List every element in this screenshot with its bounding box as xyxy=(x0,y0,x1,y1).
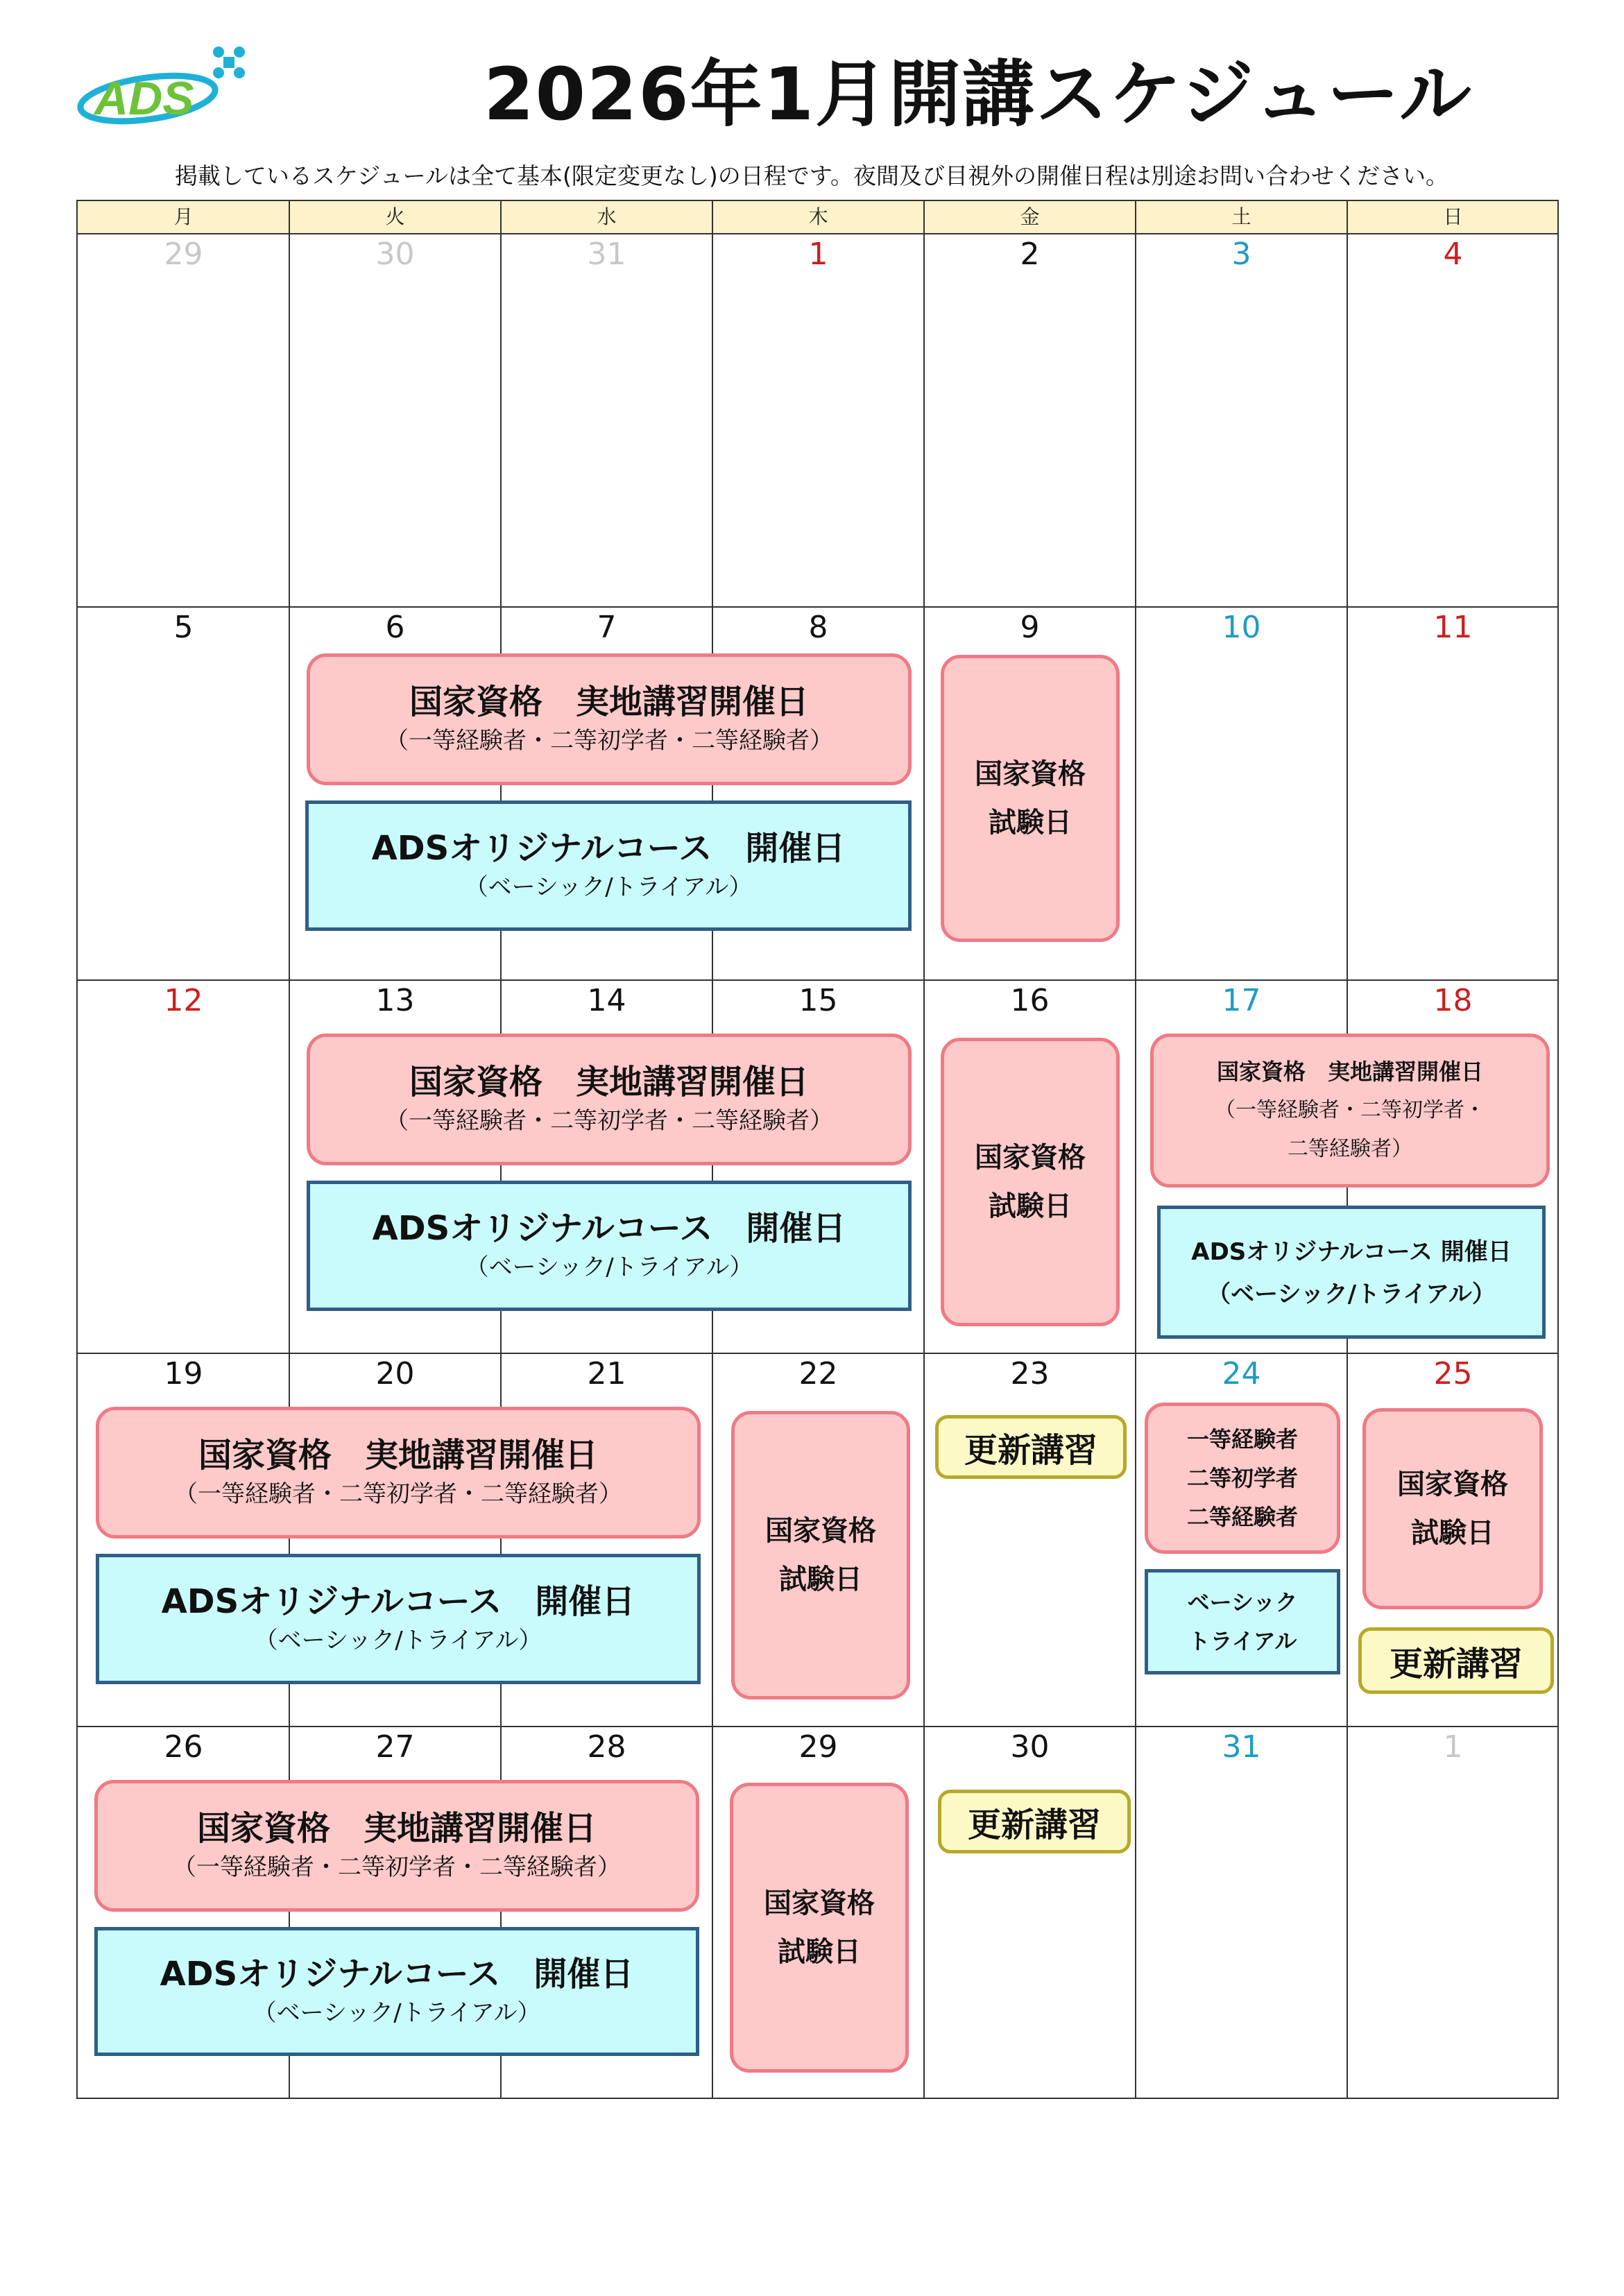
event-exam-day[interactable] xyxy=(731,1411,910,1699)
day-number: 26 xyxy=(164,1729,203,1765)
day-number: 29 xyxy=(164,237,203,272)
event-line: 試験日 xyxy=(989,1190,1072,1222)
day-number: 4 xyxy=(1443,237,1463,272)
event-title: ADSオリジナルコース 開催日 xyxy=(372,1209,846,1248)
event-ads-course[interactable] xyxy=(1157,1206,1546,1339)
event-title: 国家資格 実地講習開催日 xyxy=(198,1436,598,1475)
event-practical-categories[interactable] xyxy=(1145,1403,1340,1554)
event-title: 更新講習 xyxy=(964,1430,1097,1470)
day-number: 24 xyxy=(1222,1356,1261,1391)
event-ads-course[interactable] xyxy=(305,800,912,931)
day-number: 16 xyxy=(1010,983,1050,1018)
event-renewal-course[interactable] xyxy=(935,1415,1127,1479)
day-number: 27 xyxy=(375,1729,415,1765)
day-number: 7 xyxy=(597,610,617,645)
grid-line xyxy=(923,201,925,2098)
day-number: 18 xyxy=(1433,983,1473,1018)
day-number: 5 xyxy=(173,610,194,645)
event-subtitle: （一等経験者・二等初学者・ xyxy=(1215,1098,1485,1122)
event-subtitle: （一等経験者・二等初学者・二等経験者） xyxy=(385,727,833,755)
event-subtitle: （ベーシック/トライアル） xyxy=(253,1999,541,2027)
day-number: 25 xyxy=(1433,1356,1473,1391)
ads-logo xyxy=(75,42,248,132)
grid-line xyxy=(78,1353,1557,1354)
event-exam-day[interactable] xyxy=(1362,1408,1543,1609)
weekday-fri: 金 xyxy=(1020,205,1040,228)
day-number: 10 xyxy=(1222,610,1261,645)
event-line: 二等経験者 xyxy=(1186,1504,1298,1530)
event-ads-course-types[interactable] xyxy=(1145,1569,1340,1674)
event-title: 国家資格 実地講習開催日 xyxy=(409,683,809,721)
event-line: トライアル xyxy=(1188,1628,1297,1654)
day-number: 12 xyxy=(164,983,203,1018)
day-number: 29 xyxy=(798,1729,838,1765)
event-line: 国家資格 xyxy=(765,1515,876,1547)
day-number: 1 xyxy=(1443,1729,1463,1765)
day-number: 13 xyxy=(375,983,415,1018)
day-number: 30 xyxy=(1010,1729,1050,1765)
event-practical-training[interactable] xyxy=(307,1034,912,1165)
day-number: 14 xyxy=(587,983,626,1018)
event-line: 国家資格 xyxy=(1397,1468,1508,1500)
day-number: 1 xyxy=(808,237,828,272)
day-number: 30 xyxy=(375,237,415,272)
event-practical-training[interactable] xyxy=(96,1407,701,1539)
calendar-grid xyxy=(76,200,1559,2099)
event-line: 国家資格 xyxy=(975,1142,1086,1174)
event-subtitle: （ベーシック/トライアル） xyxy=(464,873,753,901)
event-title: 国家資格 実地講習開催日 xyxy=(409,1063,809,1102)
weekday-mon: 月 xyxy=(173,205,194,228)
event-title: 国家資格 実地講習開催日 xyxy=(1216,1059,1483,1085)
event-ads-course[interactable] xyxy=(96,1554,701,1684)
event-exam-day[interactable] xyxy=(730,1783,909,2073)
event-subtitle: （ベーシック/トライアル） xyxy=(465,1253,753,1281)
event-ads-course[interactable] xyxy=(307,1181,912,1311)
day-number: 23 xyxy=(1010,1356,1050,1391)
day-number: 3 xyxy=(1231,237,1251,272)
day-number: 20 xyxy=(375,1356,415,1391)
event-practical-training[interactable] xyxy=(1150,1034,1550,1188)
grid-line xyxy=(1135,201,1136,2098)
day-number: 8 xyxy=(808,610,828,645)
event-title: 国家資格 実地講習開催日 xyxy=(196,1809,597,1848)
event-subtitle: 二等経験者） xyxy=(1288,1137,1412,1161)
event-line: 試験日 xyxy=(778,1936,861,1968)
event-line: 二等初学者 xyxy=(1186,1465,1298,1491)
event-subtitle: （ベーシック/トライアル） xyxy=(254,1627,542,1654)
weekday-wed: 水 xyxy=(597,205,617,228)
event-line: 試験日 xyxy=(779,1563,862,1595)
event-line: ベーシック xyxy=(1187,1589,1298,1616)
grid-line xyxy=(78,979,1557,981)
weekday-thu: 木 xyxy=(808,205,828,228)
event-line: 試験日 xyxy=(1411,1517,1494,1549)
event-line: 一等経験者 xyxy=(1186,1426,1298,1453)
event-line: 国家資格 xyxy=(975,758,1086,790)
weekday-tue: 火 xyxy=(385,205,405,228)
day-number: 17 xyxy=(1222,983,1261,1018)
day-number: 31 xyxy=(1222,1729,1261,1765)
weekday-sun: 日 xyxy=(1443,205,1463,228)
day-number: 11 xyxy=(1433,610,1473,645)
event-title: ADSオリジナルコース 開催日 xyxy=(160,1955,634,1994)
day-number: 9 xyxy=(1020,610,1040,645)
event-title: 更新講習 xyxy=(967,1805,1101,1844)
page-subtitle: 掲載しているスケジュールは全て基本(限定変更なし)の日程です。夜間及び目視外の開催日程は別途お問い合わせください。 xyxy=(174,162,1449,189)
weekday-sat: 土 xyxy=(1231,205,1251,228)
event-practical-training[interactable] xyxy=(307,653,912,785)
day-number: 21 xyxy=(587,1356,626,1391)
page-title: 2026年1月開講スケジュール xyxy=(484,52,1473,137)
event-line: 試験日 xyxy=(989,807,1072,839)
event-renewal-course[interactable] xyxy=(1358,1627,1554,1694)
event-title: ADSオリジナルコース 開催日 xyxy=(161,1582,635,1621)
logo-text: ADS xyxy=(94,72,194,125)
event-ads-course[interactable] xyxy=(94,1927,699,2056)
event-line: 国家資格 xyxy=(764,1887,875,1919)
event-exam-day[interactable] xyxy=(941,1038,1120,1326)
event-subtitle: （一等経験者・二等初学者・二等経験者） xyxy=(385,1107,833,1135)
weekday-header xyxy=(78,201,1557,234)
day-number: 22 xyxy=(798,1356,838,1391)
day-number: 2 xyxy=(1020,237,1040,272)
event-exam-day[interactable] xyxy=(941,655,1120,942)
event-title: 更新講習 xyxy=(1389,1644,1523,1684)
day-number: 31 xyxy=(587,237,626,272)
event-renewal-course[interactable] xyxy=(938,1790,1131,1853)
event-practical-training[interactable] xyxy=(94,1780,699,1912)
event-subtitle: （一等経験者・二等初学者・二等経験者） xyxy=(174,1480,622,1508)
grid-line xyxy=(78,1726,1557,1727)
day-number: 28 xyxy=(587,1729,626,1765)
event-title: ADSオリジナルコース 開催日 xyxy=(371,829,846,868)
event-subtitle: （ベーシック/トライアル） xyxy=(1207,1280,1496,1308)
day-number: 19 xyxy=(164,1356,203,1391)
grid-line xyxy=(78,606,1557,608)
day-number: 15 xyxy=(798,983,838,1018)
day-number: 6 xyxy=(385,610,405,645)
event-title: ADSオリジナルコース 開催日 xyxy=(1191,1238,1512,1266)
event-subtitle: （一等経験者・二等初学者・二等経験者） xyxy=(173,1853,621,1881)
